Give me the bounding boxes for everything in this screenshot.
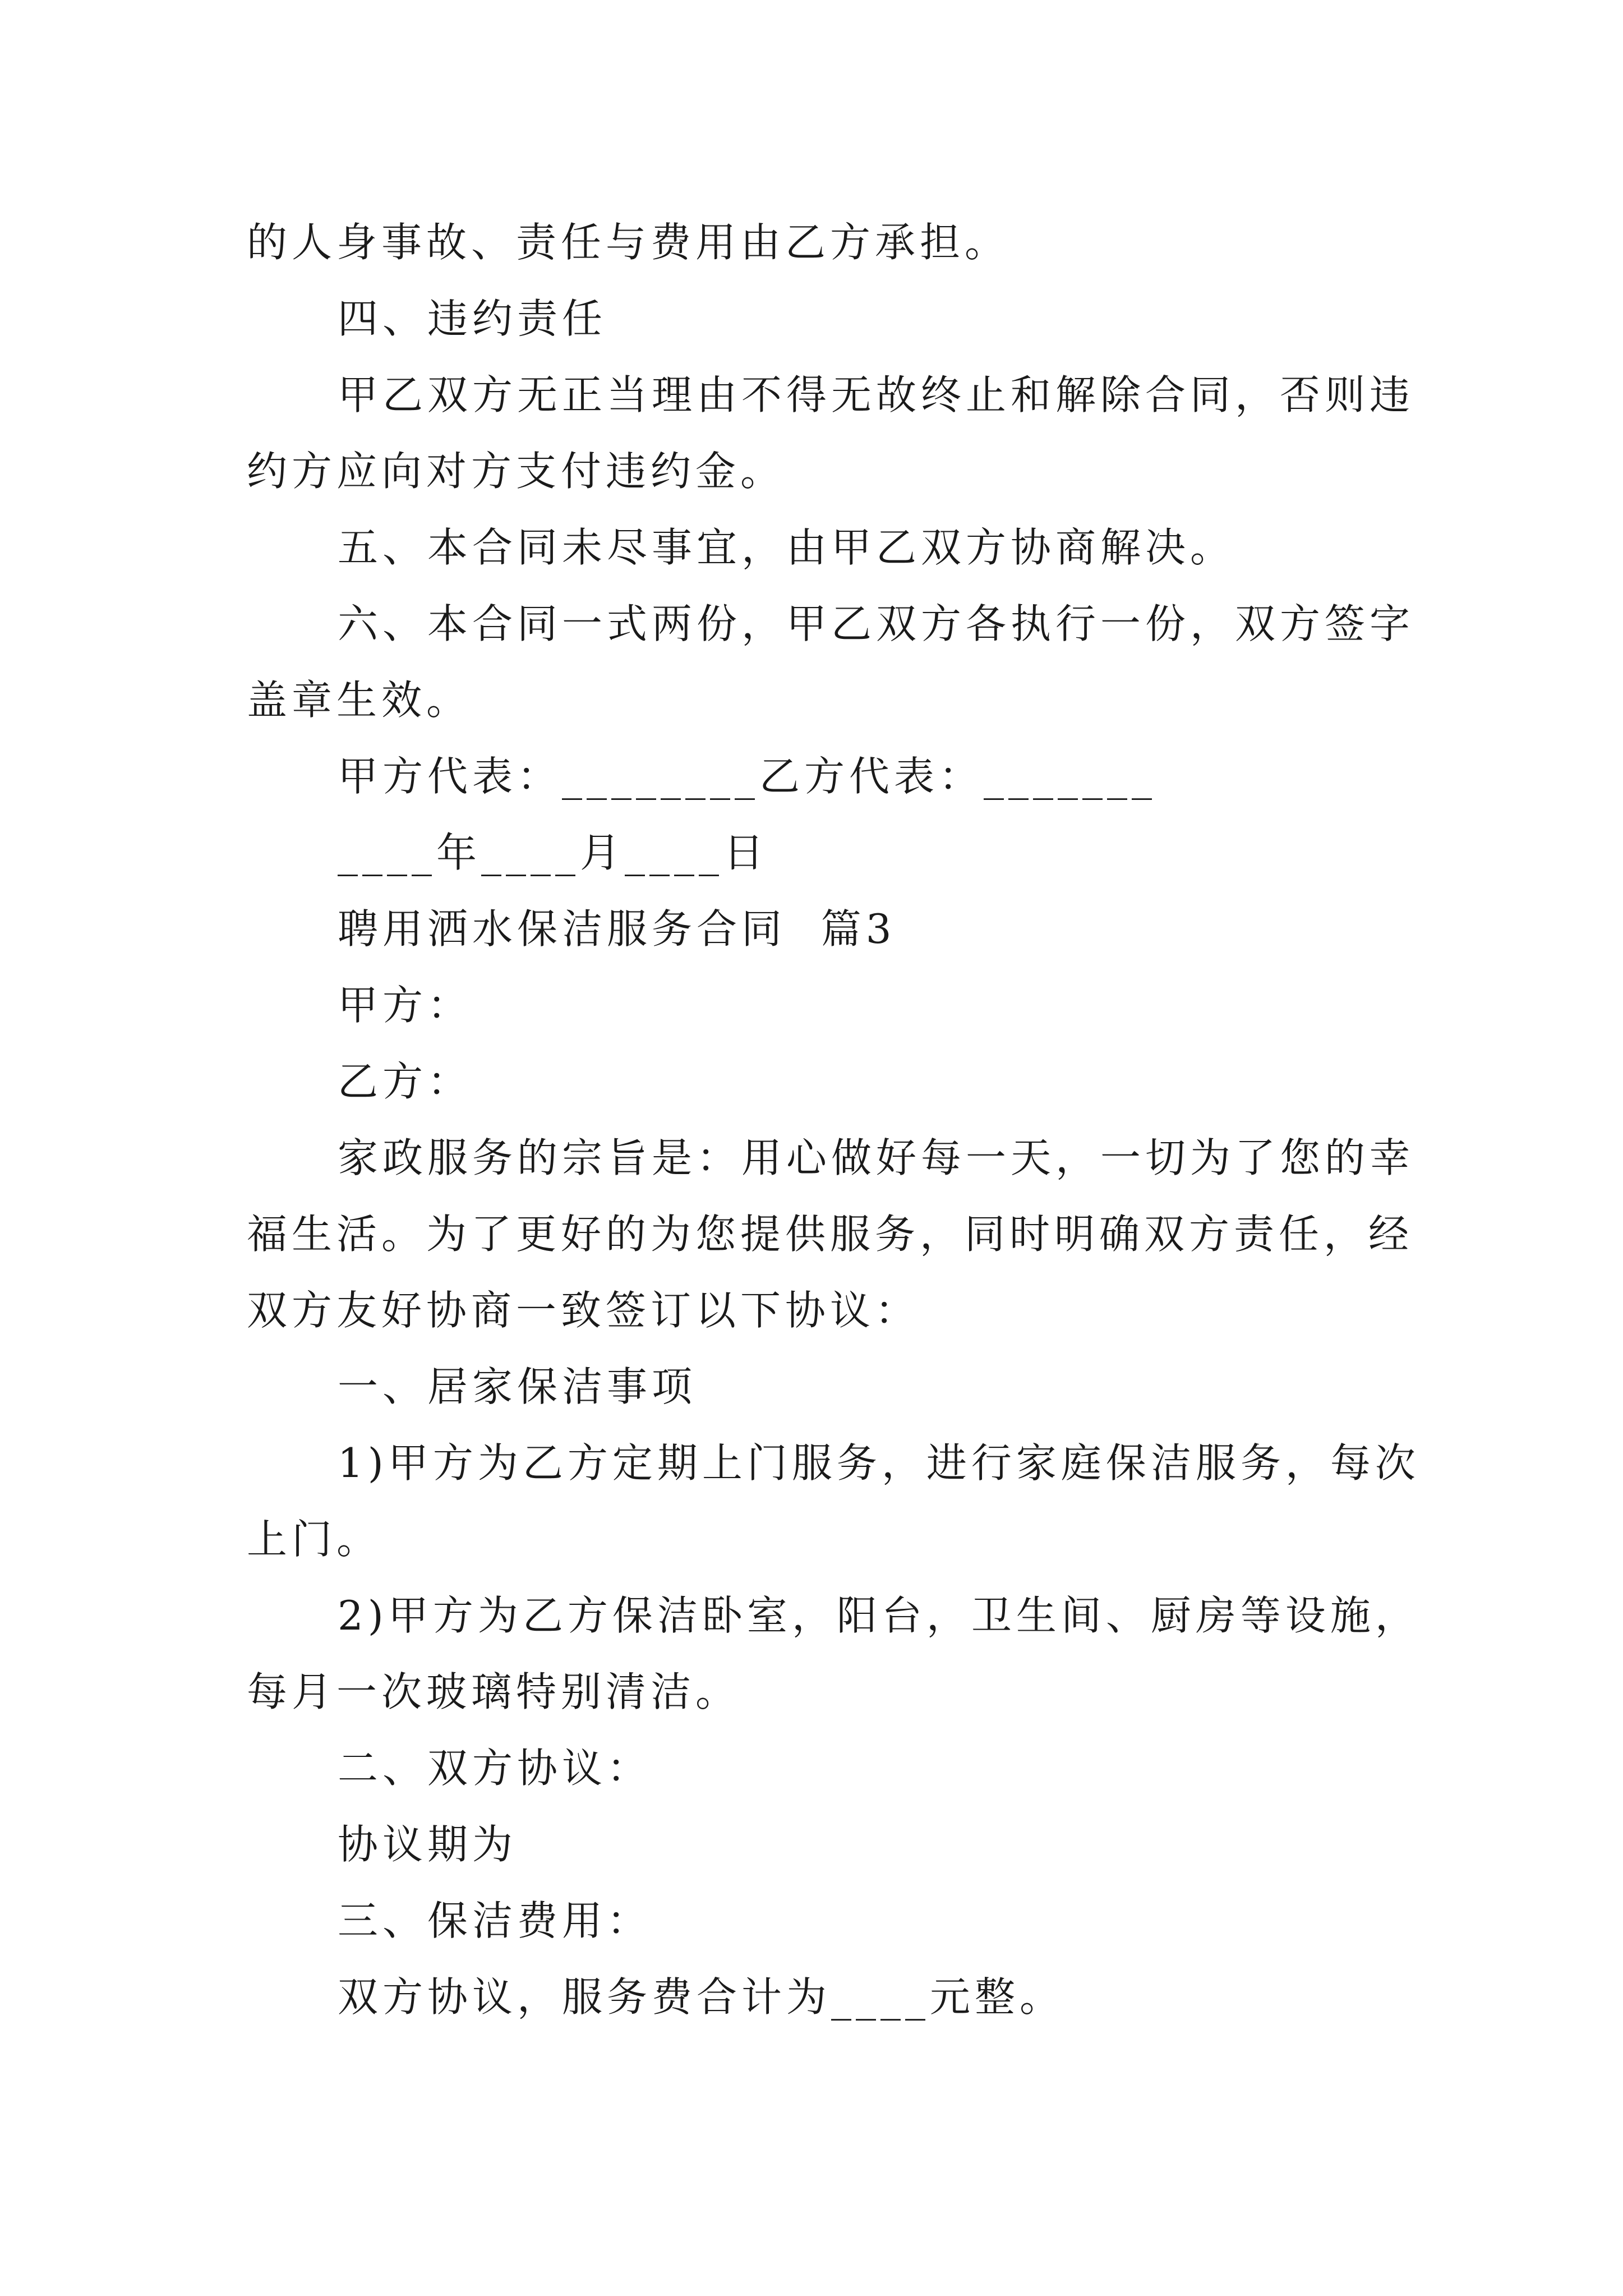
section-heading: 四、违约责任 (338, 295, 607, 342)
paragraph-line: 五、本合同未尽事宜，由甲乙双方协商解决。 (338, 524, 1235, 571)
section-heading: 三、保洁费用： (338, 1897, 652, 1944)
party-b-line: 乙方： (338, 1058, 473, 1105)
list-item: 2)甲方为乙方保洁卧室，阳台，卫生间、厨房等设施， (338, 1592, 1420, 1639)
paragraph-line: 甲乙双方无正当理由不得无故终止和解除合同，否则违 (338, 371, 1415, 418)
paragraph-line: 双方友好协商一致签订以下协议： (247, 1287, 920, 1334)
date-line: ____年____月____日 (338, 829, 769, 876)
paragraph-line: 家政服务的宗旨是：用心做好每一天，一切为了您的幸 (338, 1134, 1415, 1181)
party-a-line: 甲方： (338, 982, 473, 1029)
paragraph-line: 约方应向对方支付违约金。 (247, 448, 786, 495)
paragraph-line: 协议期为 (338, 1821, 518, 1868)
paragraph-line: 的人身事故、责任与费用由乙方承担。 (247, 219, 1010, 266)
signature-line: 甲方代表：________乙方代表：_______ (338, 753, 1157, 800)
paragraph-line: 每月一次玻璃特别清洁。 (247, 1668, 741, 1715)
section-heading: 一、居家保洁事项 (338, 1363, 697, 1410)
paragraph-line: 福生活。为了更好的为您提供服务，同时明确双方责任，经 (247, 1211, 1414, 1258)
list-item: 1)甲方为乙方定期上门服务，进行家庭保洁服务，每次 (338, 1439, 1420, 1487)
paragraph-line: 双方协议，服务费合计为____元整。 (338, 1973, 1065, 2021)
paragraph-line: 盖章生效。 (247, 677, 472, 724)
paragraph-line: 上门。 (247, 1516, 382, 1563)
section-heading: 二、双方协议： (338, 1745, 652, 1792)
contract-title: 聘用洒水保洁服务合同 篇3 (338, 905, 896, 953)
paragraph-line: 六、本合同一式两份，甲乙双方各执行一份，双方签字 (338, 600, 1415, 647)
